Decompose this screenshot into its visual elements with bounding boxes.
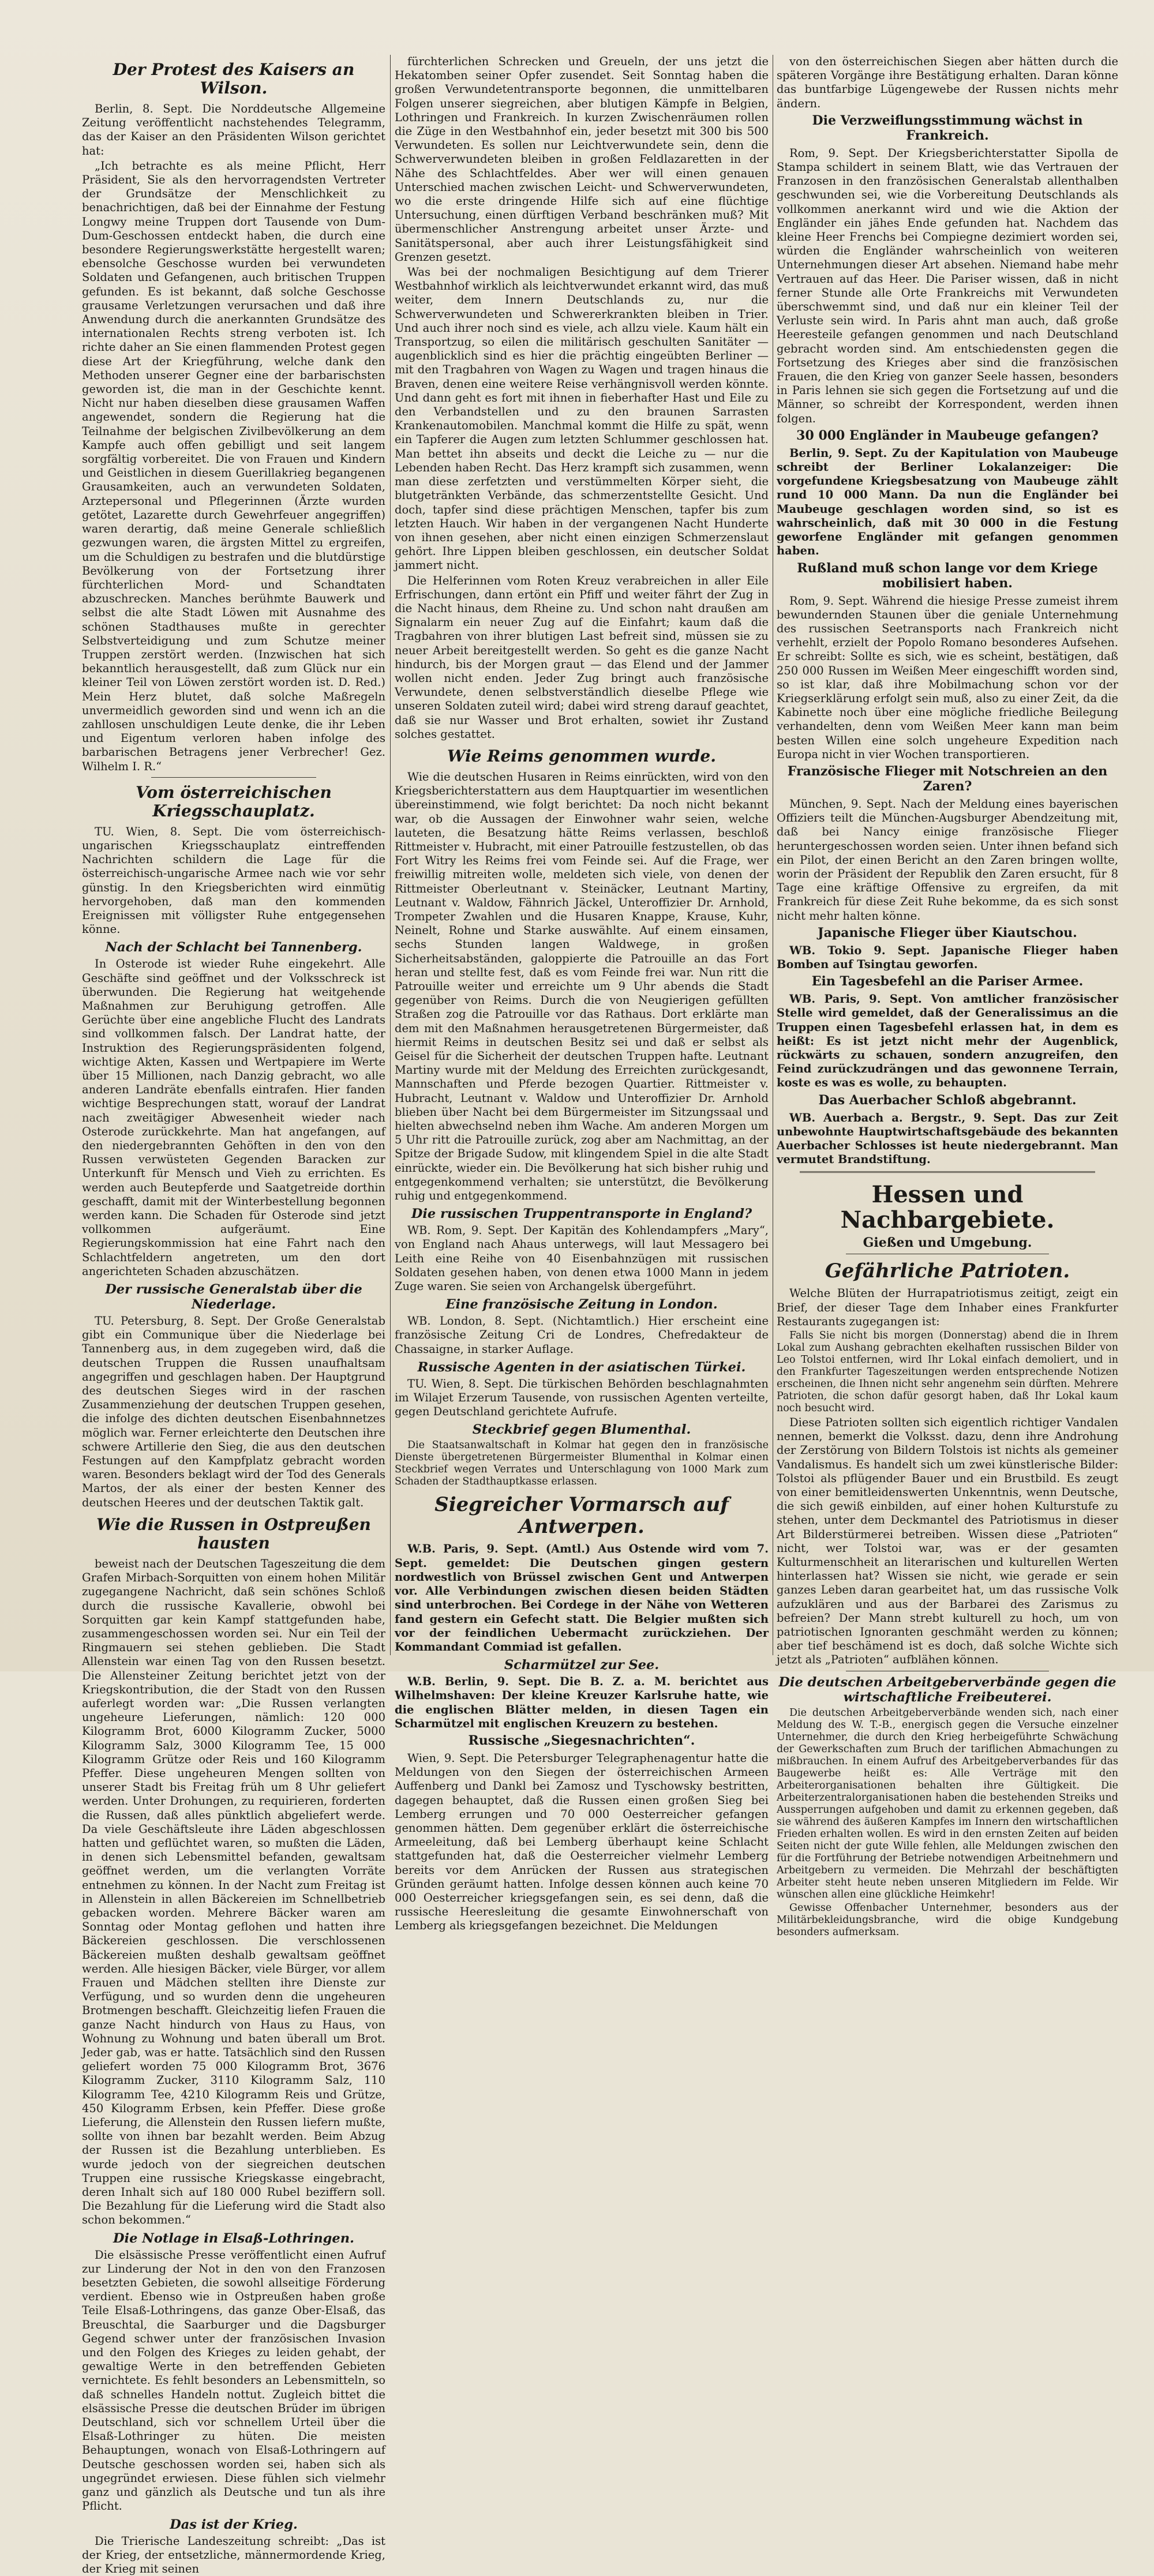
article-text: fürchterlichen Schrecken und Greueln, der uns jetzt die Hekatomben seiner Opfer zusendet. Seit Sonntag haben die großen Verwundetentransporte begonnen, die unmittelbaren Folgen unserer siegreichen, aber blutigen Kämpfe in Belgien, Lothringen und Frankreich. In kurzen Zwischenräumen rollen die Züge in den Westbahnhof ein, jeder besetzt mit 300 bis 500 Verwundeten. Es sollen nur Leichtverwundete sein, denn die Schwerverwundeten bleiben in großen Feldlazaretten in der Nähe des Schlachtfeldes. Aber wer will einen genauen Unterschied machen zwischen Leicht- und Schwerverwundeten, wo die erste dringende Hilfe sich auf eine flüchtige Untersuchung, einen dürftigen Verband beschränken muß? Mit übermenschlicher Anstrengung arbeitet unser Ärzte- und Sanitätspersonal, aber auch ihrer Leistungsfähigkeit sind Grenzen gesetzt. bbox=[395, 55, 769, 264]
article-text: WB. Auerbach a. Bergstr., 9. Sept. Das zur Zeit unbewohnte Hauptwirtschaftsgebäude des bekannten Auerbacher Schlosses ist heute niedergebrannt. Man vermutet Brandstiftung. bbox=[777, 1111, 1118, 1167]
headline-arbeitgeberverbaende: Die deutschen Arbeitgeberverbände gegen die wirtschaftliche Freibeuterei. bbox=[777, 1675, 1118, 1705]
column-1 bbox=[82, 55, 385, 1660]
headline-verzweiflung: Die Verzweiflungsstimmung wächst in Frankreich. bbox=[777, 113, 1118, 143]
headline-tannenberg: Nach der Schlacht bei Tannenberg. bbox=[82, 940, 385, 955]
headline-scharmuetzel: Scharmützel zur See. bbox=[395, 1658, 769, 1673]
headline-steckbrief: Steckbrief gegen Blumenthal. bbox=[395, 1422, 769, 1437]
headline-maubeuge: 30 000 Engländer in Maubeuge gefangen? bbox=[777, 428, 1118, 443]
column-rule bbox=[390, 55, 391, 1655]
article-text: Welche Blüten der Hurrapatriotismus zeitigt, zeigt ein Brief, der dieser Tage dem Inhaber eines Frankfurter Restaurants zugegangen ist: bbox=[777, 1287, 1118, 1329]
article-text: TU. Wien, 8. Sept. Die vom österreichisch-ungarischen Kriegsschauplatz eintreffenden Nachrichten schildern die Lage für die österreichisch-ungarische Armee nach wie vor sehr günstig. In den Kriegsberichten wird einmütig hervorgehoben, daß man den kommenden Ereignissen mit völligster Ruhe entgegensehen könne. bbox=[82, 825, 385, 937]
article-text: WB. Paris, 9. Sept. Von amtlicher französischer Stelle wird gemeldet, daß der Generalissimus an die Truppen einen Tagesbefehl erlassen hat, in dem es heißt: Es ist jetzt nicht mehr der Augenblick, rückwärts zu schauen, sondern anzugreifen, den Feind zurückzudrängen und das gewonnene Terrain, koste es was es wolle, zu behaupten. bbox=[777, 992, 1118, 1090]
headline-das-ist-der-krieg: Das ist der Krieg. bbox=[82, 2517, 385, 2532]
headline-truppentransporte: Die russischen Truppentransporte in England? bbox=[395, 1206, 769, 1221]
article-text: TU. Wien, 8. Sept. Die türkischen Behörden beschlagnahmten im Wilajet Erzerum Tausende, von russischen Agenten verteilte, gegen Deutschland gerichtete Aufrufe. bbox=[395, 1377, 769, 1419]
article-text: Die Trierische Landeszeitung schreibt: „Das ist der Krieg, der entsetzliche, männermordende Krieg, der Krieg mit seinen bbox=[82, 2534, 385, 2576]
section-subtitle-giessen: Gießen und Umgebung. bbox=[777, 1235, 1118, 1250]
section-divider bbox=[800, 1171, 1095, 1173]
article-text: „Ich betrachte es als meine Pflicht, Herr Präsident, Sie als den hervorragendsten Vertreter der Grundsätze der Menschlichkeit zu benachrichtigen, daß bei der Einnahme der Festung Longwy meine Truppen dort Tausende von Dum-Dum-Geschossen entdeckt haben, die durch eine besondere Regierungswerkstätte hergestellt waren; ebensolche Geschosse wurden bei verwundeten Soldaten und Gefangenen, auch britischen Truppen gefunden. Es ist bekannt, daß solche Geschosse grausame Verletzungen verursachen und daß ihre Anwendung durch die anerkannten Grundsätze des internationalen Rechts streng verboten ist. Ich richte daher an Sie einen flammenden Protest gegen diese Art der Kriegführung, welche dank den Methoden unserer Gegner eine der barbarischsten geworden ist, die man in der Geschichte kennt. Nicht nur haben dieselben diese grausamen Waffen angewendet, sondern die Regierung hat die Teilnahme der belgischen Zivilbevölkerung an dem Kampfe auch offen gebilligt und seit langem sorgfältig vorbereitet. Die von Frauen und Kindern und Geistlichen in diesem Guerillakrieg begangenen Grausamkeiten, auch an verwundeten Soldaten, Arztepersonal und Pflegerinnen (Ärzte wurden getötet, Lazarette durch Gewehrfeuer angegriffen) waren derartig, daß meine Generale schließlich gezwungen waren, die ärgsten Mittel zu ergreifen, um die Schuldigen zu bestrafen und die blutdürstige Bevölkerung von der Fortsetzung ihrer fürchterlichen Mord- und Schandtaten abzuschrecken. Manches berühmte Bauwerk und selbst die alte Stadt Löwen mit Ausnahme des schönen Stadthauses mußte in gerechter Selbstverteidigung und zum Schutze meiner Truppen zerstört werden. (Inzwischen hat sich bekanntlich herausgestellt, daß zum Glück nur ein kleiner Teil von Löwen zerstört worden ist. D. Red.) Mein Herz blutet, daß solche Maßregeln unvermeidlich geworden sind und wenn ich an die zahllosen unschuldigen Leute denke, die ihr Leben und Eigentum verloren haben infolge des barbarischen Betragens jener Verbrecher! Gez. Wilhelm I. R.“ bbox=[82, 159, 385, 774]
article-text: Die Helferinnen vom Roten Kreuz verabreichen in aller Eile Erfrischungen, dann ertönt ein Pfiff und weiter fährt der Zug in die Nacht hinaus, dem Rheine zu. Und schon naht draußen am Signalarm ein neuer Zug auf die Einfahrt; kaum daß die Tragbahren von ihrer blutigen Last befreit sind, müssen sie zu neuer Arbeit bereitgestellt werden. So geht es die ganze Nacht hindurch, bis der Morgen graut — das Elend und der Jammer wollen nicht enden. Jeder Zug bringt auch französische Verwundete, denen selbstverständlich dieselbe Pflege wie unseren Soldaten zuteil wird; dabei wird streng darauf geachtet, daß sie nur Wasser und Brot erhalten, sowiet ihr Zustand solches gestattet. bbox=[395, 574, 769, 741]
column-2 bbox=[395, 55, 769, 1660]
headline-antwerpen: Siegreicher Vormarsch auf Antwerpen. bbox=[395, 1494, 769, 1538]
headline-auerbacher-schloss: Das Auerbacher Schloß abgebrannt. bbox=[777, 1093, 1118, 1108]
headline-zeitung-london: Eine französische Zeitung in London. bbox=[395, 1297, 769, 1312]
headline-reims: Wie Reims genommen wurde. bbox=[395, 747, 769, 766]
article-text: Die deutschen Arbeitgeberverbände wenden sich, nach einer Meldung des W. T.-B., energisch gegen die Versuche einzelner Unternehmer, die durch den Krieg herbeigeführte Schwächung der Gewerkschaften zum Bruch der tariflichen Abmachungen zu mißbrauchen. In einem Aufruf des Arbeitgeberverbandes für das Baugewerbe heißt es: Alle Verträge mit den Arbeiterorganisationen behalten ihre Gültigkeit. Die Arbeiterzentralorganisationen haben die bestehenden Streiks und Aussperrungen aufgehoben und damit zu erkennen gegeben, daß sie während des äußeren Kampfes im Innern den wirtschaftlichen Frieden erhalten wollen. Es wird in den ernsten Zeiten auf beiden Seiten nicht der gute Wille fehlen, alle Meldungen zwischen den für die Fortführung der Betriebe notwendigen Arbeitnehmern und Arbeitgebern zu vermeiden. Die Mehrzahl der beschäftigten Arbeiter steht heute neben unseren Mitgliedern im Felde. Wir wünschen allen eine glückliche Heimkehr! bbox=[777, 1707, 1118, 1901]
column-3 bbox=[777, 55, 1118, 1660]
article-text: Wie die deutschen Husaren in Reims einrückten, wird von den Kriegsberichterstattern aus dem Hauptquartier im wesentlichen übereinstimmend, wie folgt berichtet: Da noch nicht bekannt war, ob die Aussagen der Einwohner wahr seien, welche lauteten, die Besatzung hätte Reims verlassen, beschloß Rittmeister v. Hubracht, mit einer Patrouille festzustellen, ob das Fort Witry les Reims frei vom Feinde sei. Auf die Frage, wer freiwillig mitreiten wolle, meldeten sich viele, von denen der Rittmeister Oberleutnant v. Steinäcker, Leutnant Martiny, Leutnant v. Waldow, Fähnrich Jäckel, Unteroffizier Dr. Arnhold, Trompeter Zwahlen und die Husaren Knappe, Krause, Kuhr, Neinelt, Rohne und Starke auswählte. Auf einem einsamen, sechs Stunden langen Waldwege, in großen Sicherheitsabständen, galoppierte die Patrouille an das Fort heran und stellte fest, daß es vom Feinde frei war. Nun ritt die Patrouille weiter und erreichte um 9 Uhr abends die Stadt gegenüber von Reims. Durch die von Neugierigen gefüllten Straßen zog die Patrouille vor das Rathaus. Dort erklärte man dem mit den Maßnahmen herausgetretenen Bürgermeister, daß hiermit Reims in deutschen Besitz sei und daß er selbst als Geisel für die Sicherheit der deutschen Truppen hafte. Leutnant Martiny wurde mit der Meldung des Erreichten zurückgesandt, Mannschaften und Pferde bezogen Quartier. Rittmeister v. Hubracht, Leutnant v. Waldow und Unteroffizier Dr. Arnhold blieben über Nacht bei dem Bürgermeister im Sitzungssaal und hielten abwechselnd neben ihm Wache. Am anderen Morgen um 5 Uhr ritt die Patrouille zurück, zog aber am Nachmittag, an der Spitze der Brigade Sudow, mit klingendem Spiel in die alte Stadt einrückte, wieder ein. Die Bevölkerung hat sich bisher ruhig und entgegenkommend verhalten; sie unterstützt, die Bevölkerung ruhig und entgegenkommend. bbox=[395, 770, 769, 1203]
article-text: München, 9. Sept. Nach der Meldung eines bayerischen Offiziers teilt die München-Augsburger Abendzeitung mit, daß bei Nancy einige französische Flieger heruntergeschossen worden seien. Unter ihnen befand sich ein Pilot, der einen Bericht an den Zaren bringen wollte, worin der Präsident der Republik den Zaren ersucht, für 8 Tage eine kräftige Offensive zu ergreifen, da mit Frankreich für diese Zeit Ruhe bekomme, da es sich sonst nicht mehr halten könne. bbox=[777, 797, 1118, 923]
headline-russland-mobilisiert: Rußland muß schon lange vor dem Kriege mobilisiert haben. bbox=[777, 561, 1118, 591]
article-text: W.B. Paris, 9. Sept. (Amtl.) Aus Ostende wird vom 7. Sept. gemeldet: Die Deutschen gingen gestern nordwestlich von Brüssel zwischen Gent und Antwerpen vor. Alle Verbindungen zwischen diesen beiden Städten sind unterbrochen. Bei Cordege in der Nähe von Wetteren fand gestern ein Gefecht statt. Die Belgier mußten sich vor der feindlichen Uebermacht zurückziehen. Der Kommandant Commiad ist gefallen. bbox=[395, 1542, 769, 1654]
article-text: Was bei der nochmaligen Besichtigung auf dem Trierer Westbahnhof wirklich als leichtverwundet erkannt wird, das muß weiter, dem Innern Deutschlands zu, nur die Schwerverwundeten und Schwererkrankten bleiben in Trier. Und auch ihrer noch sind es viele, ach allzu viele. Kaum hält ein Transportzug, so eilen die militärisch geschulten Sanitäter — augenblicklich sind es hier die prächtig eingeübten Berliner — mit den Tragbahren von Wagen zu Wagen und tragen hinaus die Braven, denen eine weitere Reise verhängnisvoll werden könnte. Und dann geht es fort mit ihnen in fieberhafter Hast und Eile zu den Verbandstellen und zu den braunen Sarrasten Krankenautomobilen. Manchmal kommt die Hilfe zu spät, wenn ein Tapferer die Augen zum letzten Schlummer geschlossen hat. Man bettet ihn abseits und deckt die Leiche zu — nur die Lebenden haben Recht. Das Herz krampft sich zusammen, wenn man diese zerfetzten und verstümmelten Körper sieht, die blutgetränkten Verbände, das schmerzentstellte Gesicht. Und doch, tapfer sind diese prächtigen Menschen, tapfer bis zum letzten Hauch. Wir haben in der vergangenen Nacht Hunderte von ihnen gesehen, aber nicht einen einzigen Schmerzenslaut gehört. Ihre Lippen bleiben geschlossen, ein deutscher Soldat jammert nicht. bbox=[395, 265, 769, 572]
section-title-hessen: Hessen und Nachbargebiete. bbox=[777, 1182, 1118, 1233]
article-text: Berlin, 8. Sept. Die Norddeutsche Allgemeine Zeitung veröffentlicht nachstehendes Telegramm, das der Kaiser an den Präsidenten Wilson gerichtet hat: bbox=[82, 102, 385, 158]
article-text: In Osterode ist wieder Ruhe eingekehrt. Alle Geschäfte sind geöffnet und der Volksschreck ist überwunden. Die Regierung hat weitgehende Maßnahmen zur Beruhigung getroffen. Alle Gerüchte über eine angebliche Flucht des Landrats sind vollkommen falsch. Der Landrat hatte, der Instruktion des Regierungspräsidenten folgend, wichtige Akten, Kassen und Wertpapiere im Werte über 15 Millionen, nach Danzig gebracht, wo alle anderen Landräte ebenfalls eintrafen. Hier fanden wichtige Besprechungen statt, worauf der Landrat nach zweitägiger Abwesenheit wieder nach Osterode zurückkehrte. Man hat angefangen, auf den niedergebrannten Gehöften in den von den Russen verwüsteten Gegenden Baracken zur Unterkunft für Mensch und Vieh zu errichten. Es werden auch Beutepferde und Saatgetreide dorthin geschafft, damit mit der Winterbestellung begonnen werden kann. Die Schaden für Osterode sind jetzt vollkommen aufgeräumt. Eine Regierungskommission hat eine Fahrt nach den Schlachtfeldern angetreten, um den dort angerichteten Schaden abzuschätzen. bbox=[82, 957, 385, 1278]
headline-elsass-lothringen: Die Notlage in Elsaß-Lothringen. bbox=[82, 2231, 385, 2246]
article-text: Diese Patrioten sollten sich eigentlich richtiger Vandalen nennen, bemerkt die Volksst. dazu, denn ihre Androhung der Zerstörung von Bildern Tolstois ist nichts als gemeiner Vandalismus. Es handelt sich um zwei künstlerische Bilder: Tolstoi als pflügender Bauer und ein Brustbild. Es zeugt von einer bemitleidenswerten Unkenntnis, wenn Deutsche, die sich gewiß einbilden, auf einer hohen Kulturstufe zu stehen, unter dem Deckmantel des Patriotismus in dieser Art Bilderstürmerei betreiben. Wissen diese „Patrioten“ nicht, wer Tolstoi war, was er der gesamten Kulturmenschheit an literarischen und kulturellen Werten hinterlassen hat? Wissen sie nicht, wie gerade er sein ganzes Leben daran gearbeitet hat, um das russische Volk aufzuklären und aus der Barbarei des Zarismus zu befreien? Der Mann strebt kulturell zu hoch, um von patriotischen Ignoranten geschmäht werden zu können; aber tief beschämend ist es doch, daß solche Wichte sich jetzt als „Patrioten“ aufblähen können. bbox=[777, 1416, 1118, 1667]
article-text: Gewisse Offenbacher Unternehmer, besonders aus der Militärbekleidungsbranche, wird die obige Kundgebung besonders aufmerksam. bbox=[777, 1902, 1118, 1938]
article-text: WB. London, 8. Sept. (Nichtamtlich.) Hier erscheint eine französische Zeitung Cri de Londres, Chefredakteur de Chassaigne, in starker Auflage. bbox=[395, 1314, 769, 1356]
headline-russische-agenten: Russische Agenten in der asiatischen Türkei. bbox=[395, 1360, 769, 1375]
article-text: Berlin, 9. Sept. Zu der Kapitulation von Maubeuge schreibt der Berliner Lokalanzeiger: Die vorgefundene Kriegsbesatzung von Maubeuge zählt rund 10 000 Mann. Da nun die Engländer bei Maubeuge geschlagen worden sind, so ist es wahrscheinlich, daß mit 30 000 in die Festung geworfene Engländer mit gefangen genommen haben. bbox=[777, 447, 1118, 558]
article-text: Rom, 9. Sept. Während die hiesige Presse zumeist ihrem bewundernden Staunen über die geniale Unternehmung des russischen Seetransports nach Frankreich nicht verhehlt, erzielt der Popolo Romano besonderes Aufsehen. Er schreibt: Sollte es sich, wie es scheint, bestätigen, daß 250 000 Russen im Weißen Meer eingeschifft worden sind, so ist klar, daß ihre Mobilmachung schon vor der Kriegserklärung erfolgt sein muß, also zu einer Zeit, da die Kabinette noch über eine mögliche friedliche Beilegung verhandelten, denn vom Weißen Meer kann man beim besten Willen eine solch ungeheure Expedition nach Europa nicht in vier Wochen transportieren. bbox=[777, 594, 1118, 762]
article-text: Wien, 9. Sept. Die Petersburger Telegraphenagentur hatte die Meldungen von den Siegen der österreichischen Armeen Auffenberg und Dankl bei Zamosz und Tyschowsky bestritten, dagegen behauptet, daß die Russen einen großen Sieg bei Lemberg errungen und 70 000 Oesterreicher gefangen genommen hätten. Dem gegenüber erklärt die österreichische Armeeleitung, daß bei Lemberg überhaupt keine Schlacht stattgefunden hat, daß die Oesterreicher vielmehr Lemberg bereits vor dem Anrücken der Russen aus strategischen Gründen geräumt hatten. Infolge dessen können auch keine 70 000 Oesterreicher kriegsgefangen sein, es sei denn, daß die russische Heeresleitung die gesamte Einwohnerschaft von Lemberg als kriegsgefangen bezeichnet. Die Meldungen bbox=[395, 1752, 769, 1933]
headline-kaiser-protest: Der Protest des Kaisers an Wilson. bbox=[82, 61, 385, 98]
article-text: beweist nach der Deutschen Tageszeitung die dem Grafen Mirbach-Sorquitten von einem hohen Militär zugegangene Nachricht, daß sein schönes Schloß durch die russische Kavallerie, obwohl bei Sorquitten gar kein Kampf stattgefunden habe, zusammengeschossen worden sei. Nur ein Teil der Ringmauern sei stehen geblieben. Die Stadt Allenstein war einen Tag von den Russen besetzt. Die Allensteiner Zeitung berichtet jetzt von der Kriegskontribution, die der Stadt von den Russen auferlegt worden war: „Die Russen verlangten ungeheure Lieferungen, nämlich: 120 000 Kilogramm Brot, 6000 Kilogramm Zucker, 5000 Kilogramm Salz, 3000 Kilogramm Tee, 15 000 Kilogramm Grütze oder Reis und 160 Kilogramm Pfeffer. Diese ungeheuren Mengen sollten von unserer Stadt bis Freitag früh um 8 Uhr geliefert werden. Unter Drohungen, zu requirieren, forderten die Russen, daß alles pünktlich abgeliefert werde. Da viele Geschäftsleute ihre Läden abgeschlossen hatten und geflüchtet waren, so mußten die Läden, in denen sich Lebensmittel befanden, gewaltsam geöffnet werden, um die verlangten Vorräte entnehmen zu können. In der Nacht zum Freitag ist in Allenstein in allen Bäckereien im Schnellbetrieb gebacken worden. Mehrere Bäcker waren am Sonntag oder Montag geflohen und hatten ihre Bäckereien geschlossen. Die verschlossenen Bäckereien mußten deshalb gewaltsam geöffnet werden. Alle hiesigen Bäcker, viele Bürger, vor allem Frauen und Mädchen stellten ihre Dienste zur Verfügung, und so wurden denn die ungeheuren Brotmengen beschafft. Gleichzeitig liefen Frauen die ganze Nacht hindurch von Haus zu Haus, von Wohnung zu Wohnung und baten überall um Brot. Jeder gab, was er hatte. Tatsächlich sind den Russen geliefert worden 75 000 Kilogramm Brot, 3676 Kilogramm Zucker, 3110 Kilogramm Salz, 110 Kilogramm Tee, 4210 Kilogramm Reis und Grütze, 450 Kilogramm Erbsen, kein Pfeffer. Diese große Lieferung, die Allenstein den Russen liefern mußte, sollte von ihnen bar bezahlt werden. Beim Abzug der Russen ist die Bezahlung unterblieben. Es wurde jedoch von der siegreichen deutschen Truppen eine russische Kriegskasse eingebracht, deren Inhalt sich auf 180 000 Rubel beziffern soll. Die Bezahlung für die Lieferung wird die Stadt also schon bekommen.“ bbox=[82, 1557, 385, 2228]
headline-japanische-flieger: Japanische Flieger über Kiautschou. bbox=[777, 925, 1118, 940]
article-text: W.B. Berlin, 9. Sept. Die B. Z. a. M. berichtet aus Wilhelmshaven: Der kleine Kreuzer Karlsruhe hatte, wie die englischen Blätter melden, in diesen Tagen ein Scharmützel mit englischen Kreuzern zu bestehen. bbox=[395, 1675, 769, 1731]
article-text: WB. Rom, 9. Sept. Der Kapitän des Kohlendampfers „Mary“, von England nach Ahaus unterwegs, will laut Messagero bei Leith eine Reihe von 40 Eisenbahnzügen mit russischen Soldaten gesehen haben, von denen etwa 1000 Mann in jedem Zuge waren. Sie seien von Archangelsk übergeführt. bbox=[395, 1224, 769, 1293]
divider bbox=[151, 777, 316, 778]
article-text: von den österreichischen Siegen aber hätten durch die späteren Vorgänge ihre Bestätigung erhalten. Daran könne das buntfarbige Lügengewebe der Russen nichts mehr ändern. bbox=[777, 55, 1118, 111]
headline-patrioten: Gefährliche Patrioten. bbox=[777, 1260, 1118, 1282]
headline-ostpreussen: Wie die Russen in Ostpreußen hausten bbox=[82, 1516, 385, 1553]
article-text: Die Staatsanwaltschaft in Kolmar hat gegen den in französische Dienste übergetretenen Bürgermeister Blumenthal in Kolmar einen Steckbrief wegen Verrates und Unterschlagung von 1000 Mark zum Schaden der Stadthauptkasse erlassen. bbox=[395, 1439, 769, 1488]
article-text: Rom, 9. Sept. Der Kriegsberichterstatter Sipolla de Stampa schildert in seinem Blatt, wie das Vertrauen der Franzosen in den französischen Generalstab allenthalben geschwunden sei, wie die Vorbereitung Deutschlands als vollkommen anerkannt wird und wie die Aktion der Engländer ein jähes Ende gefunden hat. Nachdem das kleine Heer Frenchs bei Compiegne dezimiert worden sei, würden die Engländer wahrscheinlich von weiteren Unternehmungen dieser Art absehen. Niemand habe mehr Vertrauen auf das Heer. Die Pariser wissen, daß in nicht ferner Stunde alle Orte Frankreichs mit Verwundeten überschwemmt sind, und daß nur ein kleiner Teil der Verluste sein wird. In Paris ahnt man auch, daß große Heeresteile gefangen genommen und nach Deutschland gebracht worden sind. Am entschiedensten gegen die Fortsetzung des Krieges aber sind die französischen Frauen, die den Krieg von ganzer Seele hassen, besonders in Paris lehnen sie sich gegen die Fortsetzung auf und die Männer, so schreibt der Korrespondent, werden ihnen folgen. bbox=[777, 147, 1118, 426]
article-text: Die elsässische Presse veröffentlicht einen Aufruf zur Linderung der Not in den von den Franzosen besetzten Gebieten, die sowohl allseitige Förderung verdient. Ebenso wie in Ostpreußen haben große Teile Elsaß-Lothringens, das ganze Ober-Elsaß, das Breuschtal, die Saarburger und die Dagsburger Gegend schwer unter der französischen Invasion und den Folgen des Krieges zu leiden gehabt, der gewaltige Werte in den betreffenden Gebieten vernichtete. Es fehlt besonders an Lebensmitteln, so daß schnelles Handeln nottut. Zugleich bittet die elsässische Presse die deutschen Brüder im übrigen Deutschland, sich vor schnellem Urteil über die Elsaß-Lothringer zu hüten. Die meisten Behauptungen, wonach von Elsaß-Lothringern auf Deutsche geschossen worden sei, haben sich als ungegründet erwiesen. Diese fühlen sich vielmehr ganz und gänzlich als Deutsche und tun als ihre Pflicht. bbox=[82, 2248, 385, 2514]
article-text: WB. Tokio 9. Sept. Japanische Flieger haben Bomben auf Tsingtau geworfen. bbox=[777, 944, 1118, 972]
headline-oesterreich: Vom österreichischen Kriegsschauplatz. bbox=[82, 783, 385, 820]
headline-russischer-generalstab: Der russische Generalstab über die Niederlage. bbox=[82, 1282, 385, 1312]
headline-tagesbefehl: Ein Tagesbefehl an die Pariser Armee. bbox=[777, 974, 1118, 989]
quoted-letter: Falls Sie nicht bis morgen (Donnerstag) abend die in Ihrem Lokal zum Aushang gebrachten ekelhaften russischen Bilder von Leo Tolstoi entfernen, wird Ihr Lokal einfach demoliert, und in den Frankfurter Tageszeitungen werden entsprechende Notizen erscheinen, die Ihnen nicht sehr angenehm sein dürften. Mehrere Patrioten, die schon dafür gesorgt haben, daß Ihr Lokal kaum noch besucht wird. bbox=[777, 1330, 1118, 1415]
headline-flieger-zar: Französische Flieger mit Notschreien an den Zaren? bbox=[777, 764, 1118, 794]
article-text: TU. Petersburg, 8. Sept. Der Große Generalstab gibt ein Communique über die Niederlage bei Tannenberg aus, in dem zugegeben wird, daß die deutschen Truppen die Russen unaufhaltsam angegriffen und geschlagen haben. Der Hauptgrund des deutschen Sieges wird in der raschen Zusammenziehung der deutschen Truppen gesehen, die infolge des dichten deutschen Eisenbahnnetzes möglich war. Ferner erleichterte den Deutschen ihre schwere Artillerie den Sieg, die aus den deutschen Festungen auf den Kampfplatz gebracht worden waren. Besonders beklagt wird der Tod des Generals Martos, der als einer der besten Kenner des deutschen Heeres und der deutschen Taktik galt. bbox=[82, 1314, 385, 1510]
headline-siegesnachrichten: Russische „Siegesnachrichten“. bbox=[395, 1733, 769, 1748]
